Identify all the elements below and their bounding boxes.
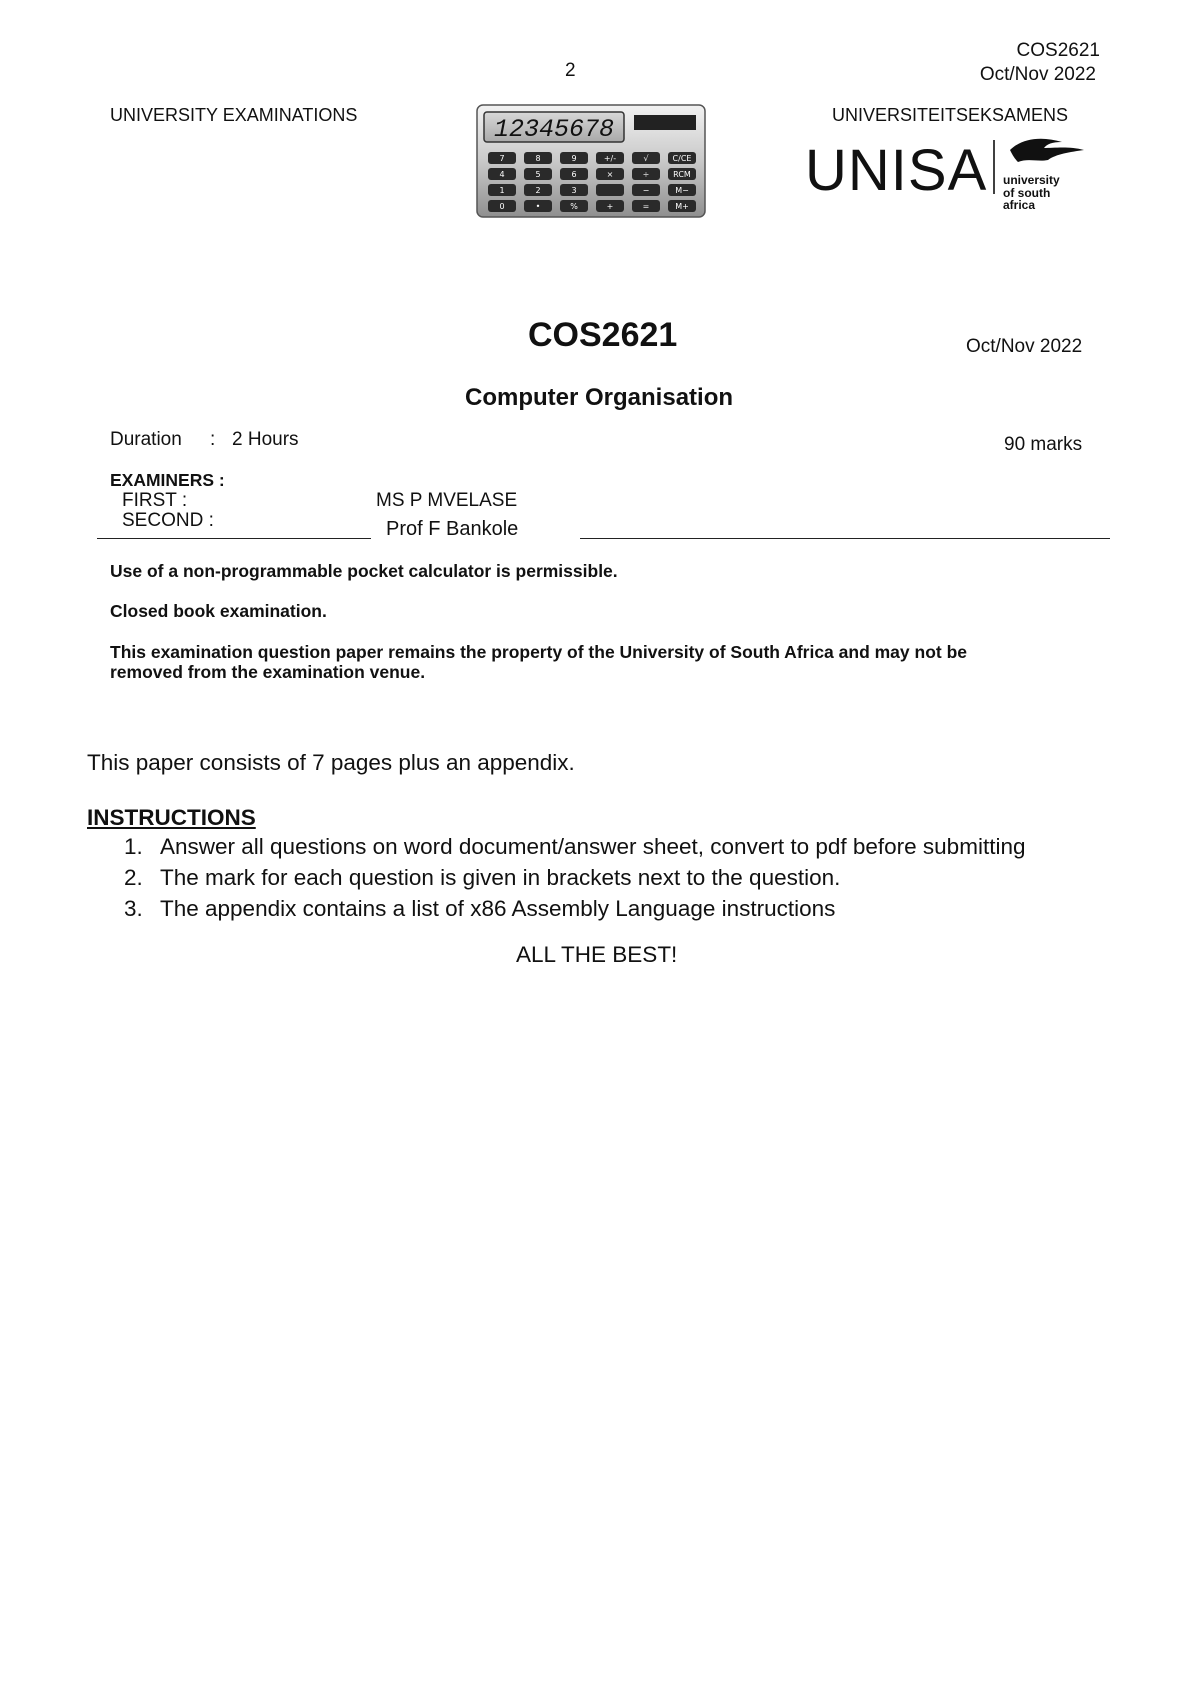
instruction-item xyxy=(124,834,1025,860)
calculator-key-label: C/CE xyxy=(672,154,692,163)
calculator-key-label: RCM xyxy=(673,170,691,179)
calculator-key-label: • xyxy=(535,202,541,211)
instruction-item xyxy=(124,896,835,922)
calculator-notice: Use of a non-programmable pocket calculator is permissible. xyxy=(110,561,618,581)
instructions-heading: INSTRUCTIONS xyxy=(87,805,256,830)
instruction-text: Answer all questions on word document/answer sheet, convert to pdf before submitting xyxy=(160,834,1026,859)
unisa-wordmark: UNISA xyxy=(805,138,988,203)
instruction-item xyxy=(124,865,840,891)
duration-value: 2 Hours xyxy=(232,429,299,450)
property-notice-line2: removed from the examination venue. xyxy=(110,662,426,682)
second-examiner-name: Prof F Bankole xyxy=(386,518,519,540)
calculator-key-label: M+ xyxy=(675,202,689,211)
unisa-tagline-1: university xyxy=(1003,173,1060,187)
first-examiner-label: FIRST : xyxy=(122,490,188,511)
calculator-key-label: 9 xyxy=(571,154,577,163)
calculator-key-label: 5 xyxy=(535,170,541,179)
duration-separator: : xyxy=(210,429,216,450)
instruction-number: 1. xyxy=(124,834,143,859)
course-name: Computer Organisation xyxy=(465,384,734,411)
first-examiner-name: MS P MVELASE xyxy=(376,490,518,511)
university-examinations-title: UNIVERSITY EXAMINATIONS xyxy=(110,105,358,125)
unisa-tagline-2: of south africa xyxy=(1003,186,1051,212)
calculator-key-label: 8 xyxy=(535,154,541,163)
calculator-key-label: 3 xyxy=(571,186,577,195)
calculator-key-label: − xyxy=(642,186,650,195)
closed-book-notice: Closed book examination. xyxy=(110,601,327,621)
calculator-key-label: = xyxy=(642,202,650,211)
calculator-display: 12345678 xyxy=(493,115,615,144)
page-number: 2 xyxy=(565,60,576,81)
calculator-key-label: ÷ xyxy=(642,170,650,179)
calculator-key-label: 0 xyxy=(499,202,505,211)
pages-note: This paper consists of 7 pages plus an appendix. xyxy=(87,750,575,775)
course-code-top: COS2621 xyxy=(1016,40,1100,61)
exam-period: Oct/Nov 2022 xyxy=(966,336,1083,357)
closing-message: ALL THE BEST! xyxy=(516,942,678,967)
calculator-key-label: 1 xyxy=(499,186,505,195)
second-examiner-label: SECOND : xyxy=(122,510,214,531)
calculator-key-label: 4 xyxy=(499,170,505,179)
property-notice-line1: This examination question paper remains the property of the University of South Africa and may not be xyxy=(110,642,967,662)
calculator-icon xyxy=(476,104,706,218)
instruction-text: The appendix contains a list of x86 Assembly Language instructions xyxy=(160,896,836,921)
examiners-label: EXAMINERS : xyxy=(110,470,225,490)
course-code: COS2621 xyxy=(528,316,678,354)
exam-period-top: Oct/Nov 2022 xyxy=(979,64,1096,85)
total-marks: 90 marks xyxy=(1004,434,1083,455)
calculator-key-label: +/- xyxy=(603,154,617,163)
instruction-number: 2. xyxy=(124,865,143,890)
calculator-key-label: + xyxy=(606,202,614,211)
instruction-text: The mark for each question is given in brackets next to the question. xyxy=(160,865,841,890)
divider-left xyxy=(97,538,371,539)
calculator-key-label: × xyxy=(606,170,614,179)
instruction-number: 3. xyxy=(124,896,143,921)
calculator-key xyxy=(596,184,624,196)
universiteitseksamens-title: UNIVERSITEITSEKSAMENS xyxy=(832,105,1069,125)
calculator-key-label: 6 xyxy=(571,170,577,179)
duration-label: Duration xyxy=(110,429,182,450)
calculator-key-label: 7 xyxy=(499,154,505,163)
calculator-key-label: 2 xyxy=(535,186,541,195)
divider-right xyxy=(580,538,1110,539)
unisa-logo xyxy=(805,140,1085,210)
calculator-key-label: √ xyxy=(643,154,649,163)
calculator-key-label: M− xyxy=(675,186,689,195)
calculator-key-label: % xyxy=(570,202,578,211)
